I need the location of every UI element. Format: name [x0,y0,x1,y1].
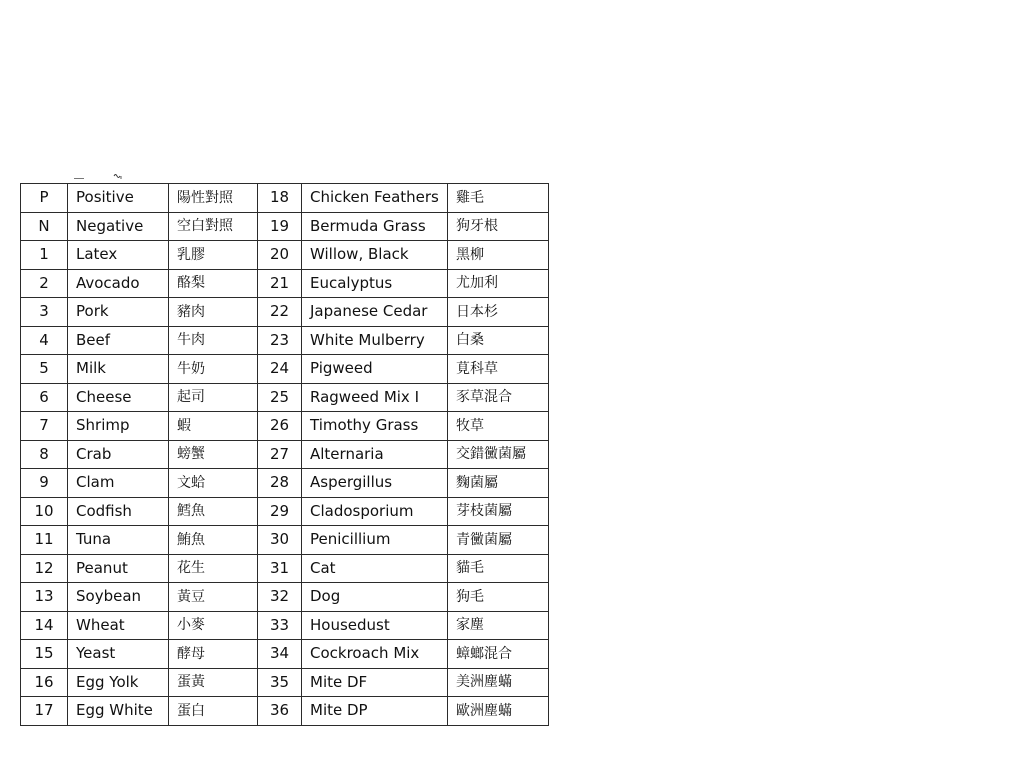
allergen-code-cell: 18 [258,184,302,213]
allergen-code-cell: N [21,212,68,241]
table-row [21,440,549,469]
table-row [21,383,549,412]
allergen-chinese-name-cell: 莧科草 [448,355,549,384]
table-row [21,668,549,697]
allergen-name-cell: Yeast [68,640,169,669]
allergen-code-cell: 27 [258,440,302,469]
allergen-name-cell: Cat [302,554,448,583]
allergen-name-cell: Aspergillus [302,469,448,498]
allergen-name-cell: Latex [68,241,169,270]
allergen-code-cell: 20 [258,241,302,270]
table-row [21,269,549,298]
allergen-chinese-name-cell: 牛奶 [169,355,258,384]
allergen-code-cell: 1 [21,241,68,270]
allergen-chinese-name-cell: 白桑 [448,326,549,355]
allergen-code-cell: 35 [258,668,302,697]
allergen-chinese-name-cell: 日本杉 [448,298,549,327]
allergen-name-cell: White Mulberry [302,326,448,355]
allergen-chinese-name-cell: 鱈魚 [169,497,258,526]
table-row [21,526,549,555]
table-row [21,355,549,384]
table-row [21,469,549,498]
allergen-name-cell: Mite DF [302,668,448,697]
allergen-name-cell: Beef [68,326,169,355]
allergen-chinese-name-cell: 麴菌屬 [448,469,549,498]
allergen-chinese-name-cell: 芽枝菌屬 [448,497,549,526]
allergen-chinese-name-cell: 蛋黃 [169,668,258,697]
allergen-name-cell: Bermuda Grass [302,212,448,241]
allergen-code-cell: 8 [21,440,68,469]
allergen-chinese-name-cell: 豕草混合 [448,383,549,412]
allergen-chinese-name-cell: 蟑螂混合 [448,640,549,669]
allergen-chinese-name-cell: 文蛤 [169,469,258,498]
allergen-code-cell: 15 [21,640,68,669]
allergen-code-cell: 29 [258,497,302,526]
allergen-name-cell: Milk [68,355,169,384]
table-row [21,241,549,270]
allergen-name-cell: Avocado [68,269,169,298]
allergen-name-cell: Penicillium [302,526,448,555]
allergen-code-cell: 2 [21,269,68,298]
allergen-code-cell: 25 [258,383,302,412]
allergen-chinese-name-cell: 家塵 [448,611,549,640]
table-row [21,184,549,213]
allergen-code-cell: 26 [258,412,302,441]
table-row [21,554,549,583]
allergen-chinese-name-cell: 尤加利 [448,269,549,298]
allergen-name-cell: Peanut [68,554,169,583]
allergen-name-cell: Clam [68,469,169,498]
allergen-chinese-name-cell: 空白對照 [169,212,258,241]
allergen-code-cell: P [21,184,68,213]
allergen-code-cell: 31 [258,554,302,583]
allergen-name-cell: Cheese [68,383,169,412]
allergen-name-cell: Wheat [68,611,169,640]
cropped-heading-fragment [74,170,144,180]
allergen-name-cell: Dog [302,583,448,612]
allergen-code-cell: 6 [21,383,68,412]
allergen-name-cell: Pigweed [302,355,448,384]
allergen-chinese-name-cell: 鮪魚 [169,526,258,555]
allergen-code-cell: 11 [21,526,68,555]
allergen-name-cell: Pork [68,298,169,327]
allergen-code-cell: 13 [21,583,68,612]
table-row [21,212,549,241]
allergen-chinese-name-cell: 歐洲塵蟎 [448,697,549,726]
allergen-code-cell: 32 [258,583,302,612]
allergen-name-cell: Positive [68,184,169,213]
allergen-chinese-name-cell: 起司 [169,383,258,412]
table-row [21,412,549,441]
table-row [21,583,549,612]
allergen-code-cell: 24 [258,355,302,384]
allergen-name-cell: Timothy Grass [302,412,448,441]
allergen-chinese-name-cell: 貓毛 [448,554,549,583]
allergen-chinese-name-cell: 螃蟹 [169,440,258,469]
allergen-chinese-name-cell: 雞毛 [448,184,549,213]
allergen-name-cell: Housedust [302,611,448,640]
allergen-chinese-name-cell: 小麥 [169,611,258,640]
allergen-code-cell: 17 [21,697,68,726]
allergen-chinese-name-cell: 花生 [169,554,258,583]
allergen-chinese-name-cell: 乳膠 [169,241,258,270]
table-row [21,298,549,327]
allergen-name-cell: Willow, Black [302,241,448,270]
allergen-chinese-name-cell: 黃豆 [169,583,258,612]
allergen-name-cell: Codfish [68,497,169,526]
allergen-code-cell: 14 [21,611,68,640]
allergen-name-cell: Japanese Cedar [302,298,448,327]
allergen-chinese-name-cell: 牧草 [448,412,549,441]
allergen-name-cell: Negative [68,212,169,241]
allergen-chinese-name-cell: 黑柳 [448,241,549,270]
table-row [21,697,549,726]
allergen-chinese-name-cell: 狗毛 [448,583,549,612]
allergen-chinese-name-cell: 交錯黴菌屬 [448,440,549,469]
allergen-code-cell: 19 [258,212,302,241]
allergen-name-cell: Soybean [68,583,169,612]
allergen-code-cell: 12 [21,554,68,583]
allergen-name-cell: Cockroach Mix [302,640,448,669]
allergen-code-cell: 28 [258,469,302,498]
table-row [21,611,549,640]
allergen-name-cell: Cladosporium [302,497,448,526]
allergen-name-cell: Ragweed Mix I [302,383,448,412]
allergen-code-cell: 23 [258,326,302,355]
allergen-name-cell: Crab [68,440,169,469]
allergen-chinese-name-cell: 美洲塵蟎 [448,668,549,697]
allergen-code-cell: 4 [21,326,68,355]
allergen-name-cell: Alternaria [302,440,448,469]
allergen-chinese-name-cell: 狗牙根 [448,212,549,241]
allergen-code-cell: 16 [21,668,68,697]
allergen-chinese-name-cell: 蝦 [169,412,258,441]
allergen-chinese-name-cell: 酵母 [169,640,258,669]
allergen-name-cell: Mite DP [302,697,448,726]
allergen-name-cell: Shrimp [68,412,169,441]
allergen-chinese-name-cell: 酪梨 [169,269,258,298]
allergen-name-cell: Eucalyptus [302,269,448,298]
allergen-code-cell: 34 [258,640,302,669]
allergen-name-cell: Egg Yolk [68,668,169,697]
allergen-table-body [21,184,549,726]
allergen-name-cell: Chicken Feathers [302,184,448,213]
allergen-code-cell: 3 [21,298,68,327]
allergen-name-cell: Tuna [68,526,169,555]
allergen-code-cell: 9 [21,469,68,498]
allergen-name-cell: Egg White [68,697,169,726]
allergen-chinese-name-cell: 青黴菌屬 [448,526,549,555]
table-row [21,497,549,526]
allergen-chinese-name-cell: 陽性對照 [169,184,258,213]
allergen-code-cell: 21 [258,269,302,298]
allergen-code-cell: 10 [21,497,68,526]
allergen-table [20,183,549,726]
table-row [21,326,549,355]
allergen-code-cell: 7 [21,412,68,441]
table-row [21,640,549,669]
allergen-chinese-name-cell: 牛肉 [169,326,258,355]
allergen-chinese-name-cell: 豬肉 [169,298,258,327]
allergen-code-cell: 5 [21,355,68,384]
allergen-code-cell: 22 [258,298,302,327]
allergen-code-cell: 30 [258,526,302,555]
allergen-chinese-name-cell: 蛋白 [169,697,258,726]
allergen-code-cell: 36 [258,697,302,726]
allergen-code-cell: 33 [258,611,302,640]
